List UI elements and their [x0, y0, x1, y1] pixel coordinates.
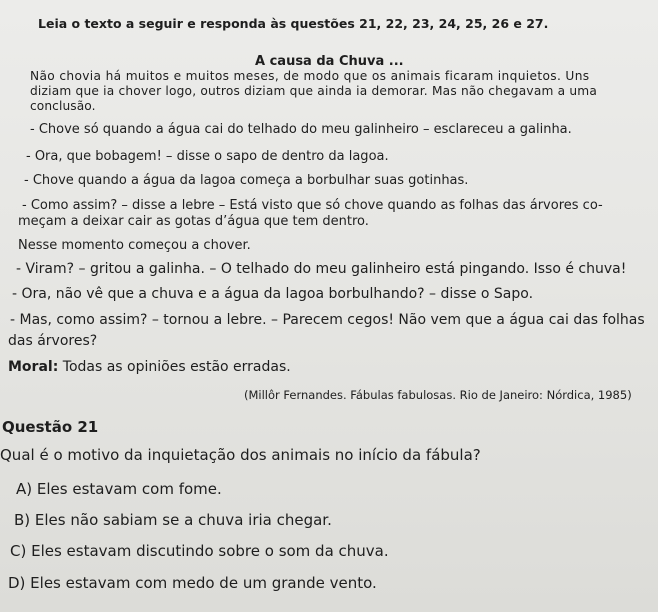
story-line-10: - Viram? – gritou a galinha. – O telhado do meu galinheiro está pingando. Isso é chuva! — [16, 261, 627, 277]
moral-line — [8, 359, 291, 375]
instruction-text: Leia o texto a seguir e responda às questões 21, 22, 23, 24, 25, 26 e 27. — [38, 16, 549, 31]
story-line-7: - Como assim? – disse a lebre – Está visto que só chove quando as folhas das árvores co- — [22, 198, 603, 213]
story-line-2: diziam que ia chover logo, outros diziam que ainda ia demorar. Mas não chegavam a uma — [30, 84, 598, 98]
story-line-12: - Mas, como assim? – tornou a lebre. – Parecem cegos! Não vem que a água cai das folhas — [10, 312, 645, 328]
story-line-1: Não chovia há muitos e muitos meses, de modo que os animais ficaram inquietos. Uns — [30, 69, 590, 83]
story-line-5: - Ora, que bobagem! – disse o sapo de dentro da lagoa. — [26, 149, 389, 164]
story-line-13: das árvores? — [8, 333, 98, 349]
source-citation: (Millôr Fernandes. Fábulas fabulosas. Rio de Janeiro: Nórdica, 1985) — [244, 388, 632, 402]
option-d[interactable]: D) Eles estavam com medo de um grande vento. — [8, 574, 377, 592]
story-line-3: conclusão. — [30, 99, 96, 113]
story-line-11: - Ora, não vê que a chuva e a água da lagoa borbulhando? – disse o Sapo. — [12, 286, 534, 302]
story-line-6: - Chove quando a água da lagoa começa a borbulhar suas gotinhas. — [24, 173, 469, 188]
option-b[interactable]: B) Eles não sabiam se a chuva iria chegar. — [14, 511, 332, 529]
option-a[interactable]: A) Eles estavam com fome. — [16, 480, 222, 498]
story-line-4: - Chove só quando a água cai do telhado do meu galinheiro – esclareceu a galinha. — [30, 122, 572, 137]
moral-text: Todas as opiniões estão erradas. — [62, 359, 291, 375]
question-text: Qual é o motivo da inquietação dos animais no início da fábula? — [0, 446, 481, 464]
question-title: Questão 21 — [2, 418, 99, 436]
option-c[interactable]: C) Eles estavam discutindo sobre o som da chuva. — [10, 542, 389, 560]
moral-label: Moral: — [8, 359, 59, 375]
story-title: A causa da Chuva ... — [255, 54, 404, 69]
story-line-8: meçam a deixar cair as gotas d’água que tem dentro. — [18, 214, 369, 229]
story-line-9: Nesse momento começou a chover. — [18, 238, 251, 253]
